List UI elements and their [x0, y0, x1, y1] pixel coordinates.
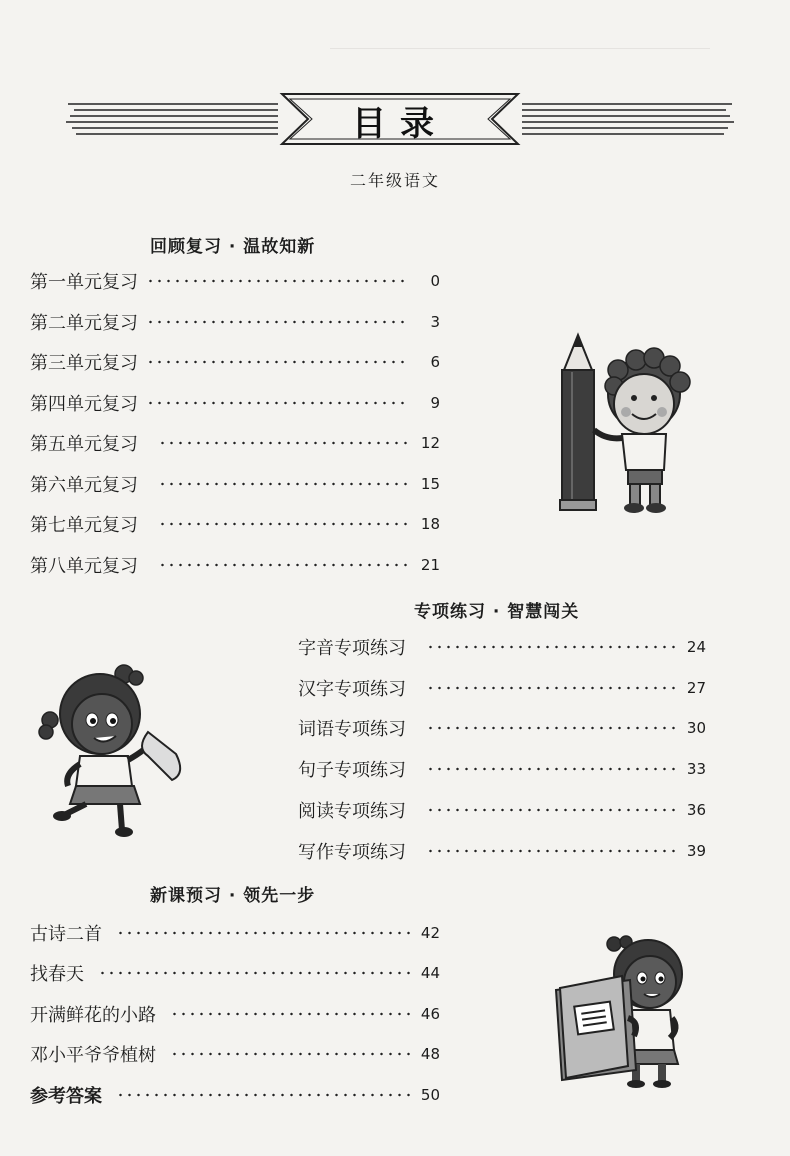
dot-leader: [146, 279, 410, 283]
toc-entry[interactable]: [30, 430, 440, 456]
toc-entry-label: 写作专项练习: [298, 842, 406, 863]
section-heading-practice: 专项练习 · 智慧闯关: [414, 602, 580, 622]
boy-with-pencil-illustration: [548, 330, 708, 520]
toc-entry-page: 0: [430, 272, 440, 290]
toc-entry-page: 18: [420, 515, 440, 533]
toc-entry-page: 39: [686, 842, 706, 860]
title-banner: [60, 86, 740, 152]
dot-leader: [426, 686, 676, 690]
toc-entry-page: 21: [420, 556, 440, 574]
toc-entry-label: 开满鲜花的小路: [30, 1005, 156, 1026]
toc-entry-label: 第七单元复习: [30, 515, 138, 536]
toc-entry-label: 找春天: [30, 964, 84, 985]
toc-entry-page: 46: [420, 1005, 440, 1023]
toc-entry-label: 阅读专项练习: [298, 801, 406, 822]
section-heading-preview: 新课预习 · 领先一步: [150, 886, 316, 906]
toc-entry-label: 词语专项练习: [298, 719, 406, 740]
dot-leader: [116, 1093, 410, 1097]
toc-entry[interactable]: [30, 390, 440, 416]
toc-entry-page: 42: [420, 924, 440, 942]
toc-entry-page: 48: [420, 1045, 440, 1063]
toc-entry-page: 36: [686, 801, 706, 819]
dot-leader: [146, 360, 410, 364]
toc-entry-label: 第六单元复习: [30, 475, 138, 496]
toc-entry-page: 44: [420, 964, 440, 982]
dot-leader: [158, 522, 410, 526]
dot-leader: [170, 1052, 410, 1056]
toc-entry[interactable]: [30, 960, 440, 986]
toc-entry-page: 30: [686, 719, 706, 737]
toc-entry-label: 古诗二首: [30, 924, 102, 945]
dot-leader: [146, 320, 410, 324]
toc-entry-label: 第五单元复习: [30, 434, 138, 455]
toc-entry-page: 50: [420, 1086, 440, 1104]
girl-ringing-bell-illustration: [36, 662, 206, 842]
toc-entry[interactable]: [30, 349, 440, 375]
toc-entry-page: 9: [430, 394, 440, 412]
toc-entry[interactable]: [30, 268, 440, 294]
subtitle: 二年级语文: [349, 171, 440, 190]
toc-entry-label: 第三单元复习: [30, 353, 138, 374]
toc-entry[interactable]: [298, 838, 706, 864]
dot-leader: [158, 563, 410, 567]
toc-entry[interactable]: [30, 1041, 440, 1067]
toc-entry[interactable]: [30, 552, 440, 578]
toc-entry-page: 33: [686, 760, 706, 778]
toc-entry-page: 27: [686, 679, 706, 697]
page-title: 目录: [352, 104, 448, 144]
dot-leader: [116, 931, 410, 935]
toc-entry-label: 第四单元复习: [30, 394, 138, 415]
dot-leader: [426, 645, 676, 649]
toc-entry-answers[interactable]: [30, 1082, 440, 1108]
dot-leader: [98, 971, 410, 975]
toc-entry[interactable]: [298, 675, 706, 701]
toc-entry[interactable]: [30, 511, 440, 537]
dot-leader: [158, 441, 410, 445]
toc-entry-label: 汉字专项练习: [298, 679, 406, 700]
toc-entry-page: 24: [686, 638, 706, 656]
girl-holding-book-illustration: [550, 932, 710, 1092]
toc-entry-label: 参考答案: [30, 1086, 102, 1107]
toc-entry[interactable]: [298, 756, 706, 782]
show-through-header: [330, 18, 710, 49]
toc-entry-page: 6: [430, 353, 440, 371]
toc-entry[interactable]: [30, 309, 440, 335]
toc-entry-page: 3: [430, 313, 440, 331]
toc-entry-page: 15: [420, 475, 440, 493]
toc-entry[interactable]: [298, 634, 706, 660]
dot-leader: [426, 808, 676, 812]
toc-entry[interactable]: [298, 715, 706, 741]
toc-entry-label: 第八单元复习: [30, 556, 138, 577]
toc-entry-label: 第一单元复习: [30, 272, 138, 293]
toc-entry[interactable]: [298, 797, 706, 823]
toc-entry[interactable]: [30, 471, 440, 497]
section-heading-review: 回顾复习 · 温故知新: [150, 237, 316, 257]
toc-entry-label: 邓小平爷爷植树: [30, 1045, 156, 1066]
toc-entry[interactable]: [30, 920, 440, 946]
dot-leader: [426, 849, 676, 853]
dot-leader: [170, 1012, 410, 1016]
toc-entry-label: 第二单元复习: [30, 313, 138, 334]
dot-leader: [426, 726, 676, 730]
dot-leader: [426, 767, 676, 771]
toc-entry[interactable]: [30, 1001, 440, 1027]
toc-entry-page: 12: [420, 434, 440, 452]
toc-entry-label: 字音专项练习: [298, 638, 406, 659]
dot-leader: [158, 482, 410, 486]
toc-entry-label: 句子专项练习: [298, 760, 406, 781]
dot-leader: [146, 401, 410, 405]
